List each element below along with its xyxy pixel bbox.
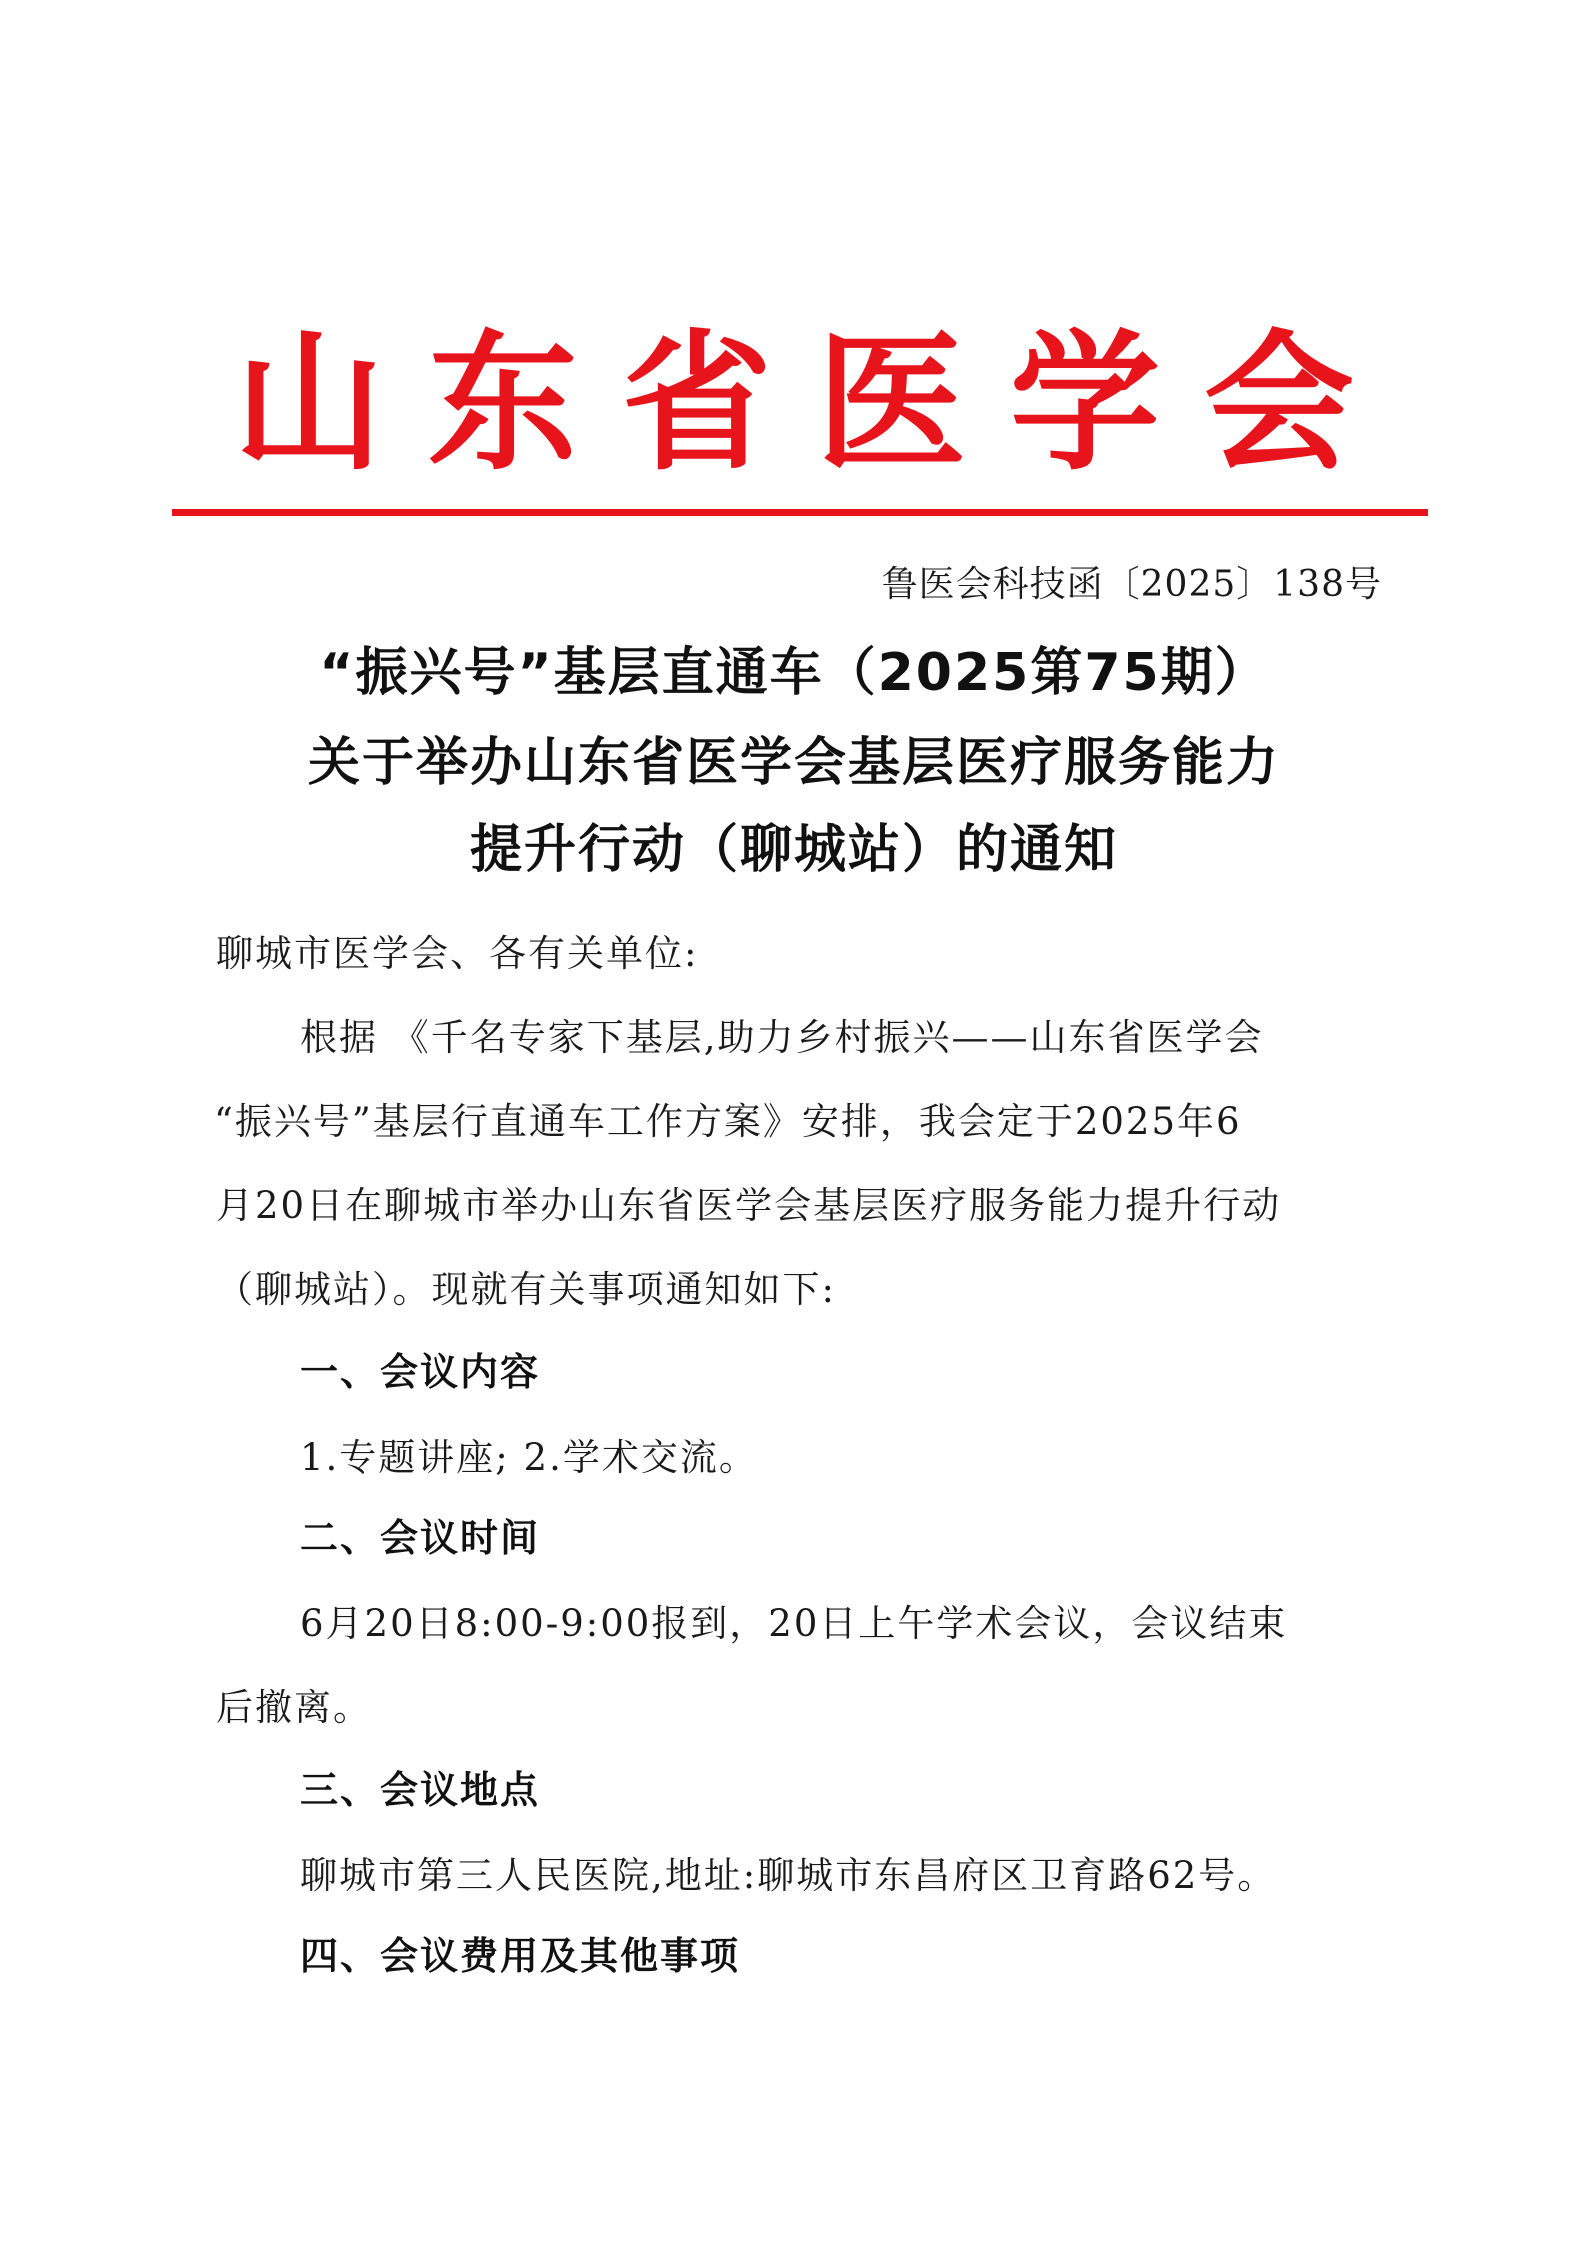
intro-line-4: （聊城站）。现就有关事项通知如下: xyxy=(216,1268,836,1311)
section-3-heading: 三、会议地点 xyxy=(300,1768,541,1812)
title-line-1: “振兴号”基层直通车（2025第75期） xyxy=(319,643,1269,703)
title-line-3: 提升行动（聊城站）的通知 xyxy=(469,820,1118,880)
section-2-body-line-1: 6月20日8:00-9:00报到，20日上午学术会议，会议结束 xyxy=(300,1602,1288,1645)
salutation: 聊城市医学会、各有关单位: xyxy=(216,932,699,975)
masthead-title: 山东省医学会 xyxy=(233,315,1398,491)
document-number: 鲁医会科技函〔2025〕138号 xyxy=(881,564,1382,605)
intro-line-3: 月20日在聊城市举办山东省医学会基层医疗服务能力提升行动 xyxy=(216,1184,1282,1227)
section-1-heading: 一、会议内容 xyxy=(300,1350,541,1394)
section-4-heading: 四、会议费用及其他事项 xyxy=(300,1934,741,1978)
intro-line-2: “振兴号”基层行直通车工作方案》安排，我会定于2025年6 xyxy=(214,1100,1242,1143)
section-3-body: 聊城市第三人民医院,地址:聊城市东昌府区卫育路62号。 xyxy=(300,1854,1277,1897)
section-2-body-line-2: 后撤离。 xyxy=(216,1686,372,1729)
intro-line-1: 根据 《千名专家下基层,助力乡村振兴——山东省医学会 xyxy=(300,1016,1264,1059)
section-2-heading: 二、会议时间 xyxy=(300,1516,541,1560)
title-line-2: 关于举办山东省医学会基层医疗服务能力 xyxy=(307,733,1280,793)
masthead-red-rule xyxy=(172,509,1428,516)
section-1-body: 1.专题讲座; 2.学术交流。 xyxy=(300,1436,758,1479)
